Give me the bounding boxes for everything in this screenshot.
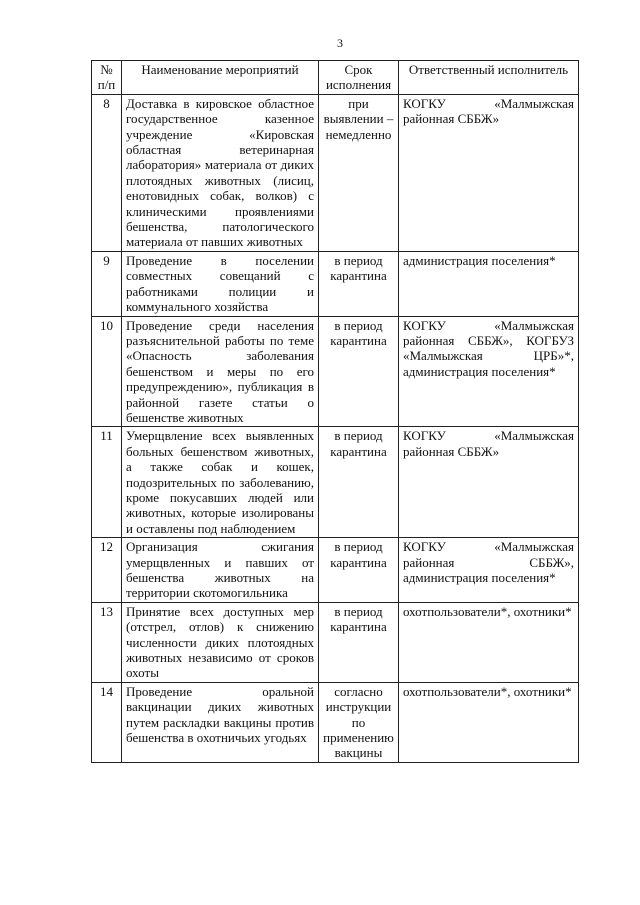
table-row	[92, 94, 579, 251]
page-number: 3	[337, 36, 343, 50]
row-num: 8	[92, 94, 122, 251]
row-num: 9	[92, 251, 122, 316]
header-name: Наименование мероприятий	[122, 61, 319, 95]
table-row	[92, 316, 579, 427]
row-name: Проведение оральной вакцинации диких животных путем раскладки вакцины против бешенства в охотничьих угодьях	[122, 682, 319, 762]
row-name: Принятие всех доступных мер (отстрел, отлов) к снижению численности диких плотоядных животных независимо от сроков охоты	[122, 602, 319, 682]
table-row	[92, 251, 579, 316]
header-responsible: Ответственный исполнитель	[399, 61, 579, 95]
row-term: в период карантина	[319, 602, 399, 682]
row-term: согласно инструкции по применению вакцины	[319, 682, 399, 762]
row-num: 11	[92, 427, 122, 538]
header-num: № п/п	[92, 61, 122, 95]
row-name: Умерщвление всех выявленных больных бешенством животных, а также собак и кошек, подозрительных по заболеванию, кроме покусавших людей или животных, которые изолированы и оставлены под наблюдением	[122, 427, 319, 538]
row-num: 14	[92, 682, 122, 762]
row-responsible: КОГКУ «Малмыжская районная СББЖ»	[399, 427, 579, 538]
header-term: Срок исполнения	[319, 61, 399, 95]
table-row	[92, 602, 579, 682]
table-header-row	[92, 61, 579, 95]
row-num: 10	[92, 316, 122, 427]
table-row	[92, 682, 579, 762]
measures-table	[91, 60, 579, 763]
row-num: 12	[92, 538, 122, 603]
row-name: Доставка в кировское областное государственное казенное учреждение «Кировская областная ветеринарная лаборатория» материала от диких плотоядных животных (лисиц, енотовидных собак, волков) с клиническими проявлениями бешенства, патологического материала от павших животных	[122, 94, 319, 251]
row-responsible: охотпользователи*, охотники*	[399, 602, 579, 682]
row-term: при выявлении – немедленно	[319, 94, 399, 251]
row-responsible: КОГКУ «Малмыжская районная СББЖ», КОГБУЗ «Малмыжская ЦРБ»*, администрация поселения*	[399, 316, 579, 427]
row-responsible: КОГКУ «Малмыжская районная СББЖ», администрация поселения*	[399, 538, 579, 603]
row-name: Организация сжигания умерщвленных и павших от бешенства животных на территории скотомогильника	[122, 538, 319, 603]
row-term: в период карантина	[319, 427, 399, 538]
row-term: в период карантина	[319, 538, 399, 603]
row-responsible: администрация поселения*	[399, 251, 579, 316]
row-name: Проведение в поселении совместных совещаний с работниками полиции и коммунального хозяйства	[122, 251, 319, 316]
table-row	[92, 538, 579, 603]
row-responsible: охотпользователи*, охотники*	[399, 682, 579, 762]
row-term: в период карантина	[319, 316, 399, 427]
row-responsible: КОГКУ «Малмыжская районная СББЖ»	[399, 94, 579, 251]
row-name: Проведение среди населения разъяснительной работы по теме «Опасность заболевания бешенством и меры по его предупреждению», публикация в районной газете статьи о бешенстве животных	[122, 316, 319, 427]
row-term: в период карантина	[319, 251, 399, 316]
row-num: 13	[92, 602, 122, 682]
table-row	[92, 427, 579, 538]
